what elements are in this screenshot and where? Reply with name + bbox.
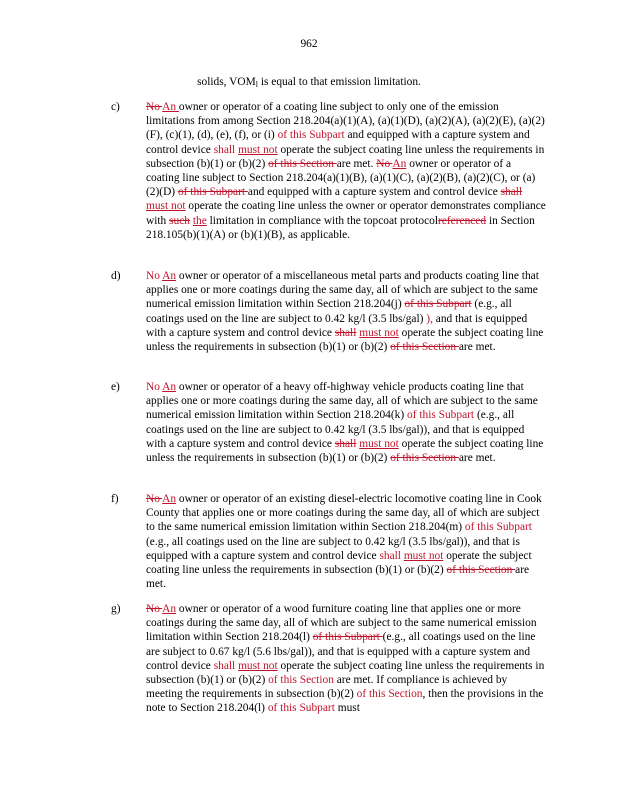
- deleted-text: shall: [334, 326, 357, 339]
- deleted-text: of this Section: [446, 564, 516, 577]
- inserted-text: An: [162, 270, 177, 282]
- text-run: owner or operator of a heavy off-highway vehicle products coating line that applies one or more coatings during the same day, all of which are subject to the same numerical emission limitation within Section 218.204(k): [146, 381, 538, 422]
- text-run: (e.g., all coatings used on the line are subject to 0.42 kg/l (3.5 lbs/gal): [146, 298, 512, 325]
- text-run: owner or operator of a wood furniture coating line that applies one or more coatings during the same day, all of which are subject to the same numerical emission limitation within Section 218.204(l): [146, 603, 537, 644]
- text-run: owner or operator of an existing diesel-electric locomotive coating line in Cook County that applies one or more coatings during the same day, all of which are subject to the same numerical emission limitation within Section 218.204(m): [146, 493, 542, 534]
- paragraph-label: e): [111, 381, 120, 393]
- inserted-text: must not: [146, 200, 186, 213]
- deleted-text: of this Subpart: [177, 186, 248, 199]
- inserted-text: An: [162, 493, 177, 505]
- text-run: are met. If compliance is achieved by meeting the requirements in subsection (b)(2): [146, 674, 508, 701]
- text-run: are met.: [458, 452, 496, 465]
- inserted-text: An: [162, 381, 177, 393]
- inserted-text: No: [146, 381, 160, 393]
- inserted-text: No: [146, 270, 160, 282]
- paragraph-body: [146, 492, 546, 591]
- text-run: and equipped with a capture system and control device: [146, 129, 530, 156]
- deleted-text: of this Section: [390, 452, 459, 465]
- text-run: owner or operator of a miscellaneous metal parts and products coating line that applies one or more coatings during the same day, all of which are subject to the same numerical emission limitation within Section 218.204(j): [146, 270, 539, 311]
- deleted-text: No: [146, 603, 163, 615]
- text-run: owner or operator of a coating line subject to only one of the emission limitations from among Section 218.204(a)(1)(A), (a)(1)(D), (a)(2)(A), (a)(2)(E), (a)(2)(F), (c)(1), (d), (e), (f), or (i): [146, 101, 545, 142]
- deleted-text: of this Section: [390, 341, 459, 354]
- inserted-text: must not: [238, 659, 278, 672]
- inserted-text: the: [192, 214, 207, 227]
- inserted-text: of this Section: [268, 674, 334, 687]
- inserted-text: An: [392, 157, 407, 170]
- deleted-text: No: [146, 493, 163, 505]
- text-run: (e.g., all coatings used on the line are subject to 0.42 kg/l (3.5 lbs/gal)), and that is equipped with a capture system and control device: [146, 409, 525, 450]
- text-run: , then the provisions in the note to Section 218.204(l): [146, 688, 544, 715]
- text-run: operate the subject coating line unless the requirements in subsection (b)(1) or (b)(2): [146, 143, 545, 170]
- text-run: must: [334, 702, 360, 715]
- text-run: owner or operator of a coating line subject to Section 218.204(a)(1)(B), (a)(1)(C), (a)(2)(B), (a)(2)(C), or (a)(2)(D): [146, 157, 536, 199]
- continuation-line: [0, 75, 618, 92]
- text-run: (e.g., all coatings used on the line are subject to 0.42 kg/l (3.5 lbs/gal)), and that is equipped with a capture system and control device: [146, 535, 520, 562]
- deleted-text: shall: [334, 437, 357, 450]
- paragraph-label: f): [111, 493, 119, 505]
- deleted-text: shall: [500, 186, 523, 199]
- paragraph-label: g): [111, 603, 121, 615]
- deleted-text: such: [169, 214, 190, 227]
- text-run: and that is equipped with a capture system and control device: [146, 312, 528, 339]
- deleted-text: referenced: [438, 214, 487, 227]
- paragraph-label: d): [111, 270, 121, 282]
- text-run: operate the subject coating line unless the requirements in subsection (b)(1) or (b)(2): [146, 659, 545, 687]
- inserted-text: shall: [379, 549, 401, 562]
- inserted-text: of this Section: [356, 688, 423, 701]
- continuation-subscript: l: [255, 80, 258, 89]
- inserted-text: must not: [359, 437, 399, 450]
- inserted-text: must not: [238, 143, 278, 156]
- text-run: and equipped with a capture system and control device: [247, 186, 501, 199]
- continuation-text-pre: solids, VOM: [197, 76, 256, 88]
- paragraph-body: [146, 602, 546, 716]
- text-run: limitation in compliance with the topcoat protocol: [206, 214, 439, 227]
- deleted-text: No: [376, 157, 393, 170]
- paragraph-label: c): [111, 101, 120, 113]
- text-run: in Section 218.105(b)(1)(A) or (b)(1)(B), as applicable.: [146, 214, 535, 241]
- inserted-text: ),: [426, 312, 436, 325]
- inserted-text: must not: [359, 326, 399, 339]
- inserted-text: shall: [213, 143, 236, 156]
- page-number: 962: [300, 38, 318, 50]
- paragraph-body: [146, 100, 546, 242]
- text-run: are met.: [458, 341, 496, 354]
- text-run: are met.: [146, 564, 530, 591]
- inserted-text: of this Subpart: [464, 521, 532, 534]
- deleted-text: of this Subpart: [404, 298, 472, 311]
- inserted-text: An: [162, 603, 177, 615]
- inserted-text: of this Subpart: [407, 409, 475, 422]
- text-run: (e.g., all coatings used on the line are subject to 0.67 kg/l (5.6 lbs/gal)), and that is equipped with a capture system and control device: [146, 631, 536, 672]
- inserted-text: shall: [213, 659, 236, 672]
- paragraph-body: [146, 269, 546, 354]
- text-run: operate the subject coating line unless the requirements in subsection (b)(1) or (b)(2): [146, 326, 544, 354]
- inserted-text: An: [162, 101, 179, 113]
- inserted-text: of this Subpart: [277, 129, 345, 142]
- inserted-text: must not: [403, 549, 444, 562]
- text-run: operate the subject coating line unless the requirements in subsection (b)(1) or (b)(2): [146, 549, 532, 577]
- text-run: are met.: [336, 157, 377, 170]
- text-run: operate the coating line unless the owner or operator demonstrates compliance with: [146, 200, 546, 227]
- paragraph-body: [146, 380, 546, 465]
- inserted-text: of this Subpart: [267, 702, 335, 715]
- deleted-text: No: [146, 101, 163, 113]
- continuation-text-post: is equal to that emission limitation.: [257, 76, 421, 88]
- deleted-text: of this Section: [268, 157, 337, 170]
- deleted-text: of this Subpart: [312, 631, 383, 644]
- text-run: operate the subject coating line unless the requirements in subsection (b)(1) or (b)(2): [146, 437, 544, 465]
